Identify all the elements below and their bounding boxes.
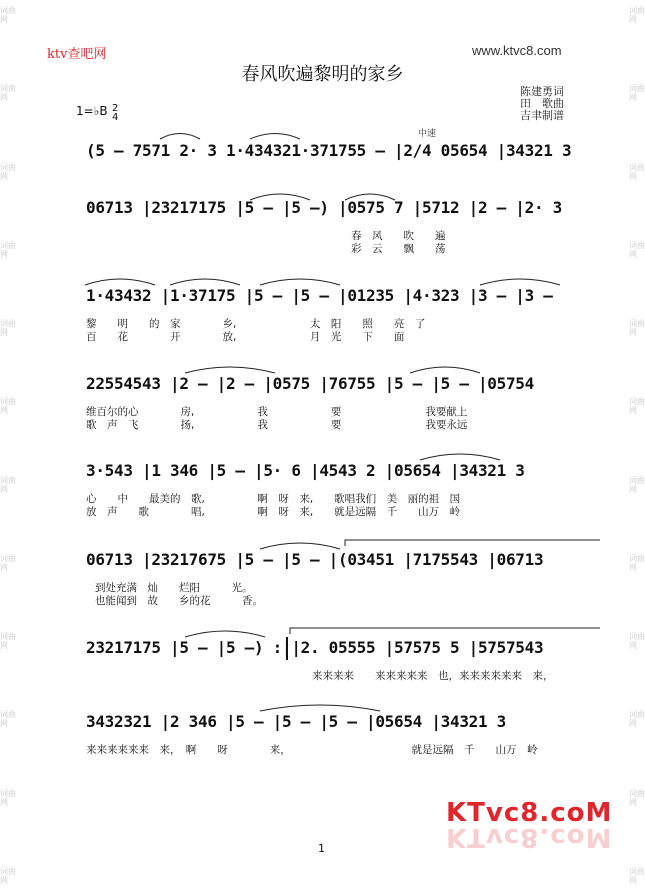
watermark-text: 词曲网 [0,319,16,338]
watermark-text: 词曲网 [0,162,16,181]
watermark-text: 词曲网 [0,710,16,729]
watermark-text: 词曲网 [629,632,645,651]
tempo-marking: 中速 [418,129,437,139]
watermark-text: 词曲网 [629,240,645,259]
music-line: 06713 |23217175 |5 — |5 —) |0575 7 |5712 |2 — |2· 3 [86,198,562,217]
lyrics-verse-1: 维百尔的心 房, 我 要 我要献上 [86,406,468,418]
watermark-text: 词曲网 [0,397,16,416]
watermark-text: 词曲网 [629,710,645,729]
lyrics-verse-2: 彩 云 飘 荡 [351,243,446,255]
watermark-text: 词曲网 [0,788,16,807]
watermark-text: 词曲网 [629,475,645,494]
watermark-text: 词曲网 [629,553,645,572]
slur-mark [420,454,500,460]
brand-link[interactable]: ktv查吧网 [47,47,107,62]
slur-mark [185,631,265,637]
watermark-text: 词曲网 [0,866,16,885]
page-number: 1 [318,842,325,855]
music-line: 3·543 |1 346 |5 — |5· 6 |4543 2 |05654 |34321 3 [86,461,525,480]
slur-mark [250,194,310,200]
arranger: 吉聿制谱 [520,109,564,122]
watermark-text: 词曲网 [629,6,645,24]
song-title: 春风吹遍黎明的家乡 [241,64,404,85]
watermark-text: 词曲网 [629,319,645,338]
lyricist: 陈建勇词 [520,85,564,98]
slur-mark [250,134,300,140]
slur-mark [410,367,480,373]
slur-mark [260,705,380,711]
key-signature: 1=♭B [76,104,108,118]
lyrics-verse-1: 黎 明 的 家 乡, 太 阳 照 亮 了 [86,318,426,330]
ktvc8-logo[interactable]: KTvc8.coM [446,798,613,828]
time-signature-bottom: 4 [112,112,119,123]
slur-mark [260,279,340,285]
slur-mark [170,279,240,285]
lyrics-verse-2: 放 声 歌 唱, 啊 呀 来, 就是远隔 千 山万 岭 [86,506,461,518]
watermark-text: 词曲网 [629,397,645,416]
composer: 田 歌曲 [520,97,564,110]
music-line: 06713 |23217675 |5 — |5 — |(03451 |7175543 |06713 [86,550,544,569]
watermark-text: 词曲网 [629,866,645,885]
music-line: 1·43432 |1·37175 |5 — |5 — |01235 |4·323 |3 — |3 — [86,286,553,305]
lyrics-verse-2: 歌 声 飞 扬, 我 要 我要永远 [86,419,468,431]
watermark-text: 词曲网 [629,84,645,103]
slur-mark [185,367,275,373]
music-line: 3432321 |2 346 |5 — |5 — |5 — |05654 |34321 3 [86,712,506,731]
watermark-text: 词曲网 [0,475,16,494]
lyrics-verse-2: 也能闻到 故 乡的花 香。 [95,595,263,607]
music-line: 22554543 |2 — |2 — |0575 |76755 |5 — |5 — |05754 [86,374,534,393]
lyrics-verse-1: 到处充满 灿 烂阳 光。 [95,582,253,594]
slur-mark [480,279,560,285]
music-line: (5 — 7571 2· 3 1·434321·371755 — |2/4 05654 |34321 3 [86,141,572,160]
slur-mark [85,279,155,285]
watermark-text: 词曲网 [0,84,16,103]
watermark-text: 词曲网 [629,162,645,181]
watermark-text: 词曲网 [0,240,16,259]
slur-mark [345,194,395,200]
slur-mark [260,543,340,549]
time-signature-top: 2 [112,103,119,114]
lyrics-verse-1: 来来来来来来 来， 啊 呀 来， 就是远隔 千 山万 岭 [86,744,538,756]
watermark-text: 词曲网 [0,6,16,24]
site-url[interactable]: www.ktvc8.com [472,43,562,58]
lyrics-verse-1: 心 中 最美的 歌, 啊 呀 来, 歌唱我们 美 丽的祖 国 [86,493,461,505]
slur-mark [160,134,200,140]
lyrics-verse-1: 来来来来 来来来来来 也，来来来来来来 来， [312,670,554,682]
watermark-text: 词曲网 [0,632,16,651]
volta-bracket [290,628,600,634]
volta-bracket [345,540,600,546]
logo-reflection: KTvc8.coM [446,822,613,852]
lyrics-verse-1: 春 风 吹 遍 [351,230,446,242]
lyrics-verse-2: 百 花 开 放, 月 光 下 面 [86,331,405,343]
watermark-text: 词曲网 [629,788,645,807]
music-line: 23217175 |5 — |5 —) :||2. 05555 |57575 5 |5757543 [86,638,544,657]
watermark-text: 词曲网 [0,553,16,572]
